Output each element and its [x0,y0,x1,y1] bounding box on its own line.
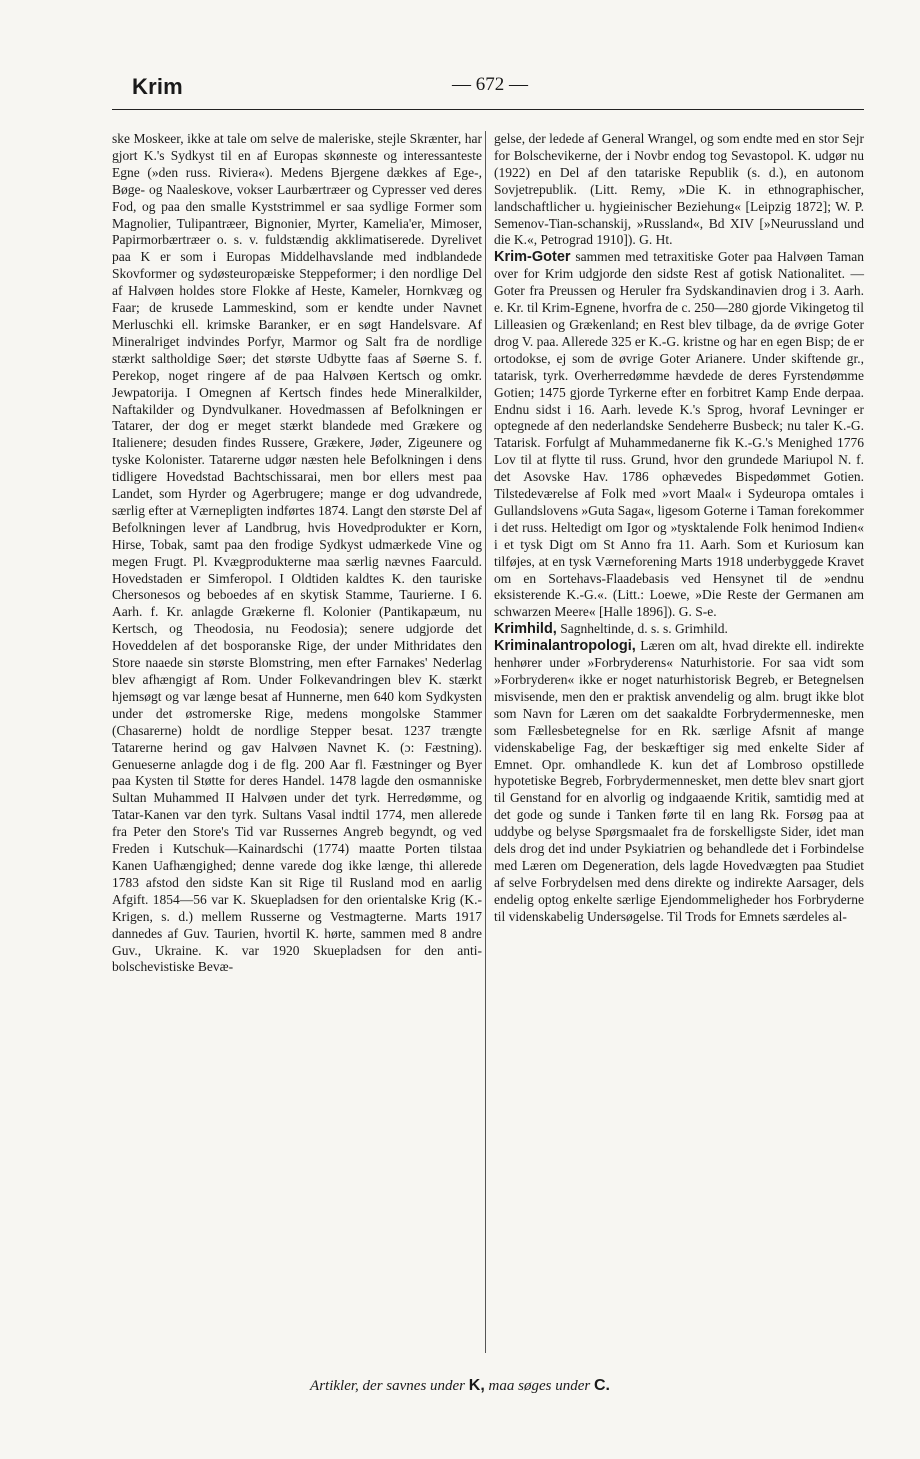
right-column [494,131,864,926]
running-head-keyword: Krim [132,74,183,99]
entry-text: Læren om alt, hvad direkte ell. indirekte henhører under »Forbryderens« Naturhistorie. For saa vidt som »Forbryderen« ikke er noget naturhistorisk Begreb, er Betegnelsen misvisende, men den er praktisk anvendelig og alm. brugt ikke blot som Navn for Læren om det saakaldte Forbrydermenneske, men som Fællesbetegnelse for en Rk. særlige Afsnit af mange videnskabelige Fag, der beskæftiger sig med enkelte Sider af Emnet. Opr. omhandlede K. kun det af Lombroso opstillede hypotetiske Begreb, Forbrydermennesket, men dette blev snart gjort til Genstand for en alvorlig og indgaaende Kritik, samtidig med at det gode og sunde i Tanken førte til en lang Rk. Forsøg paa at uddybe og belyse Spørgsmaalet fra de forskelligste Sider, idet man dels drog det ind under Psykiatrien og behandlede det i Forbindelse med Læren om Degeneration, dels lagde Hovedvægten paa Studiet af selve Forbrydelsen med dens direkte og indirekte Aarsager, dels endelig optog enkelte særlige Ejendommeligheder hos Forbryderne til videnskabelig Undersøgelse. Til Trods for Emnets særdeles al- [494,638,864,924]
footer-letter-c: C. [593,1377,610,1394]
continuation-text: gelse, der ledede af General Wrangel, og som endte med en stor Sejr for Bolschevikerne, der i Novbr endog tog Sevastopol. K. udgør nu (1922) en Del af den tatariske Republik (s. d.), en autonom Sovjetrepublik. (Litt. Remy, »Die K. in ethnographischer, landschaftlicher u. hygieinischer Beziehung« [Leipzig 1872]; W. P. Semenov-Tian-schanskij, »Russland«, Bd XIV [»Neurussland und die K.«, Petrograd 1910]). G. Ht. [494,131,864,248]
page-number: — 672 — [452,74,528,95]
footer-letter-k: K, [468,1377,485,1394]
left-column [112,131,482,976]
column-divider [485,131,486,1353]
headword: Krimhild, [494,621,557,638]
entry-krimhild [494,621,864,638]
header-rule [112,109,864,110]
entry-kriminalantropologi [494,638,864,925]
entry-krim-goter [494,249,864,621]
entry-text: Sagnheltinde, d. s. s. Grimhild. [560,621,728,637]
footer-prefix: Artikler, der savnes under [310,1378,466,1394]
headword: Kriminalantropologi, [494,638,636,655]
footer-middle: maa søges under [488,1378,591,1394]
headword: Krim-Goter [494,249,571,266]
entry-text: sammen med tetraxitiske Goter paa Halvøen Taman over for Krim udgjorde den sidste Rest af gotisk Nationalitet. — Goter fra Preussen og Heruler fra Sydskandinavien drog i 3. Aarh. e. Kr. til Krim-Egnene, hvorfra de c. 250—280 gjorde Vikingetog til Lilleasien og Grækenland; en Rest blev tilbage, da de øvrige Goter drog V. paa. Allerede 325 er K.-G. kristne og har en egen Bisp; de er ortodokse, ej som de øvrige Goter Arianere. Under skiftende gr., tatarisk, tyrk. Overherredømme hævdede de deres Fyrstendømme Gotien; 1475 gjorde Tyrkerne efter en forbitret Kamp Ende derpaa. Endnu sidst i 16. Aarh. levede K.'s Sprog, hvoraf Levninger er optegnede af den nederlandske Sendeherre Busbeck; nu taler K.-G. Tatarisk. Forfulgt af Muhammedanerne fik K.-G.'s Menighed 1776 Lov til at flytte til russ. Grund, hvor den grundede Mariupol N. f. det Asovske Hav. 1786 ophævedes Bispedømmet Gotien. Tilstedeværelse af Folk med »vort Maal« i Sydeuropa omtales i Gullandslovens »Guta Saga«, ligesom Goterne i Taman forekommer i det russ. Heltedigt om Igor og »tysktalende Folk henimod Indien« i et tysk Digt om St Anno fra 11. Aarh. Som et Kuriosum kan tilføjes, at en tysk Værneforening Marts 1918 underbyggede Kravet om en Sortehavs-Flaadebasis ved Hensynet til de »endnu eksisterende K.-G.«. (Litt.: Loewe, »Die Reste der Germanen am schwarzen Meere« [Halle 1896]). G. S-e. [494,249,865,620]
footer-note [0,1377,920,1395]
body-text: ske Moskeer, ikke at tale om selve de maleriske, stejle Skrænter, har gjort K.'s Sydkyst til en af Europas skønneste og interessanteste Egne (»den russ. Riviera«). Medens Bjergene dækkes af Ege-, Bøge- og Naaleskove, vokser Laurbærtræer og Cypresser ved deres Fod, og paa den smalle Kyststrimmel er saa sydlige Former som Magnolier, Tulipantræer, Bignonier, Myrter, Kamelia'er, Mimoser, Papirmorbærtræer o. s. v. fuldstændig akklimatiserede. Dyrelivet paa K er som i Europas Middelhavslande med indblandede Skovformer og sydøsteuropæiske Steppeformer; i den nordlige Del af Halvøen holdes store Flokke af Heste, Kameler, Hornkvæg og Faar; de krusede Lammeskind, som er kendte under Navnet Merluschki ell. krimske Baranker, er en søgt Handelsvare. Af Mineralriget indvindes Porfyr, Marmor og Salt fra de nordlige stærkt saltholdige Søer; det største Udbytte faas af Søerne S. f. Perekop, noget ringere af de paa Halvøen Kertsch og omkr. Jewpatorija. I Omegnen af Kertsch findes hede Mineralkilder, Naftakilder og Dyndvulkaner. Hovedmassen af Befolkningen er Tatarer, der dog er meget stærkt blandede med Grækere og Italienere; desuden findes Russere, Grækere, Jøder, Zigeunere og tyske Kolonister. Tatarerne udgør næsten hele Befolkningen i dens tidligere Hovedstad Bachtschissarai, men bor ellers mest paa Landet, som Hyrder og Agerbrugere; mange er dog udvandrede, særlig efter at Værnepligten indførtes 1874. Langt den største Del af Befolkningen lever af Landbrug, hvis Hovedprodukter er Korn, Hirse, Tobak, samt paa den frodige Sydkyst udmærkede Vine og megen Frugt. Pl. Kvægprodukterne maa særlig nævnes Faarculd. Hovedstaden er Simferopol. I Oldtiden kaldtes K. den tauriske Chersonesos og beboedes af en skytisk Stamme, Taurierne. I 6. Aarh. f. Kr. anlagde Grækerne fl. Kolonier (Pantikapæum, nu Kertsch, og Theodosia, nu Feodosia); senere udgjorde det Hoveddelen af det bosporanske Rige, der under Mithridates den Store naaede sin største Blomstring, men efter Farnakes' Nederlag blev afhængigt af Rom. Under Folkevandringen blev K. stærkt hjemsøgt og var længe besat af Hunnerne, men 640 kom Sydkysten under det østromerske Rige, medens mongolske Stammer (Chasarerne) holdt de nordlige Stepper besat. 1237 trængte Tatarerne herind og gav Halvøen Navnet K. (ɔ: Fæstning). Genueserne anlagde dog i de flg. 200 Aar fl. Fæstninger og Byer paa Kysten til Støtte for deres Handel. 1478 lagde den osmanniske Sultan Muhammed II Halvøen under det tyrk. Herredømme, og Tatar-Kanen var den tyrk. Sultans Vasal indtil 1774, men allerede fra Peter den Store's Tid var Russernes Angreb begyndt, og ved Freden i Kutschuk—Kainardschi (1774) maatte Porten tilstaa Kanen Uafhængighed; denne varede dog ikke længe, thi allerede 1783 afstod den sidste Kan sit Rige til Rusland mod en aarlig Afgift. 1854—56 var K. Skuepladsen for den orientalske Krig (K.-Krigen, s. d.) mellem Russerne og Vestmagterne. Marts 1917 dannedes af Guv. Taurien, hvortil K. hørte, sammen med 8 andre Guv., Ukraine. K. var 1920 Skuepladsen for den anti-bolschevistiske Bevæ- [112,131,482,975]
